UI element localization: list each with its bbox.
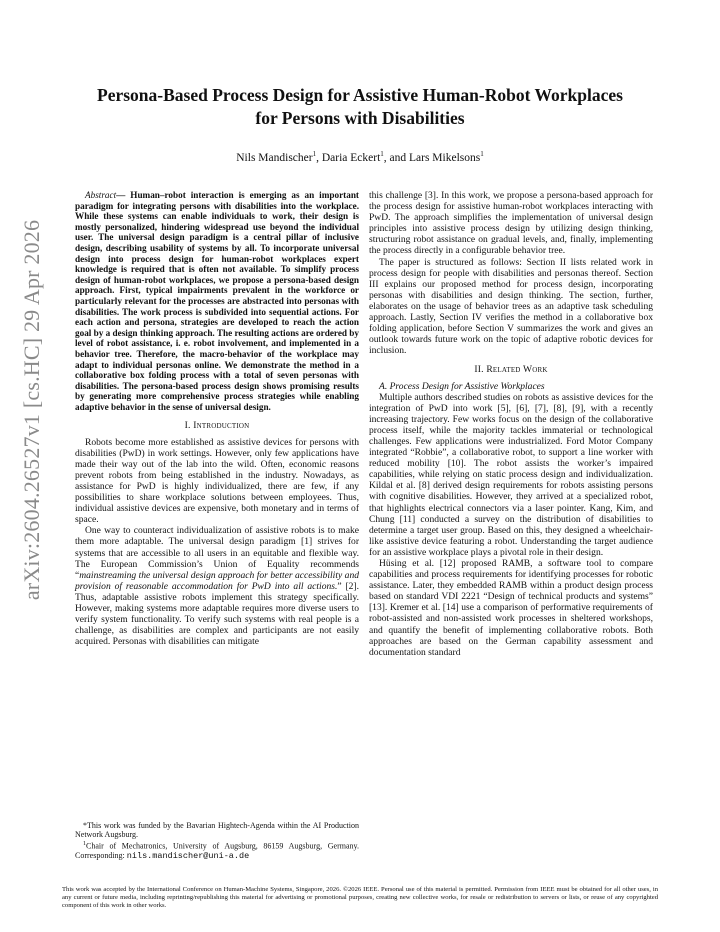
intro-paragraph-1: Robots become more established as assistive devices for persons with disabilities (PwD) in work settings. However, only few applications have made their way out of the lab into the wild. Often, economic reasons prevent robots from being established in the industry. Nowadays, as assistance for PwD is highly individualized, there are few, if any possibilities to share workplace solutions between employees. Thus, individual assistive devices are expensive, both monetary and in terms of space. xyxy=(75,436,359,526)
author-affiliation-mark: 1 xyxy=(312,150,317,158)
title-line-2: for Persons with Disabilities xyxy=(255,108,465,128)
footnote-funding: *This work was funded by the Bavarian Hightech-Agenda within the AI Production Network Augsburg. xyxy=(75,821,359,840)
abstract-text: — Human–robot interaction is emerging as an important paradigm for integrating persons with disabilities into the workplace. While these systems can enable individuals to work, their design is mostly personalized, hindering widespread use beyond the individual user. The universal design paradigm is a central pillar of inclusive design, describing usability of systems by all. To incorporate universal design into process design for human-robot workplaces expert knowledge is required that is often not available. To simplify process design of human-robot workplaces, we propose a persona-based design approach. First, typical impairments prevalent in the workforce or particularly relevant for the processes are abstracted into personas with disabilities. The work process is subdivided into sequential actions. For each action and persona, strategies are developed to reach the action goal by a design thinking approach. The resulting actions are ordered by level of robot assistance, i. e. robot involvement, and implemented in a behavior tree. Therefore, the macro-behavior of the workplace may adapt to individual personas online. We demonstrate the method in a collaborative box folding process with a total of seven personas with disabilities. The persona-based process design shows promising results by generating more comprehensive process strategies while enabling adaptive behavior in the sense of universal design. xyxy=(75,190,360,412)
author-affiliation-mark: 1 xyxy=(380,150,384,158)
author-name: Lars Mikelsons xyxy=(409,151,481,164)
section-heading-introduction: I. Introduction xyxy=(184,420,250,432)
intro-paragraph-2 xyxy=(75,525,359,647)
corresponding-email: nils.mandischer@uni-a.de xyxy=(126,850,250,861)
intro-paragraph-2-text: One way to counteract individualization of assistive robots is to make them more adaptable. The universal design paradigm [1] strives for systems that are accessible to all users in an equitable and flexible way. The European Commission’s Union of Equality recommends “ xyxy=(75,525,359,581)
intro-paragraph-4: The paper is structured as follows: Section II lists related work in process design for people with disabilities and personas thereof. Section III explains our proposed method for process design, incorporating personas with disabilities and design thinking. The section, further, elaborates on the usage of behavior trees as an adaptive task scheduling approach. Lastly, Section IV verifies the method in a collaborative box folding application, before Section V summarizes the work and gives an outlook towards future work on the topic of adaptive robotic devices for inclusion. xyxy=(369,256,653,357)
subsection-heading-process-design: A. Process Design for Assistive Workplaces xyxy=(379,380,545,392)
author-affiliation-mark: 1 xyxy=(480,150,484,158)
author-separator: , and xyxy=(383,151,409,164)
author-name: Nils Mandischer xyxy=(236,151,313,164)
right-column xyxy=(369,190,653,658)
left-column xyxy=(75,190,359,647)
title-line-1: Persona-Based Process Design for Assistive Human-Robot Workplaces xyxy=(97,85,623,105)
paper-title xyxy=(60,84,660,130)
author-separator: , xyxy=(316,151,322,164)
footnotes xyxy=(75,821,359,861)
intro-paragraph-3: this challenge [3]. In this work, we propose a persona-based approach for the process design for assistive human-robot workplaces interacting with PwD. The approach simplifies the implementation of universal design principles into assistive process design by utilizing design thinking, structuring robot assistance on gradual levels, and, finally, implementing the process directly in a configurable behavior tree. xyxy=(369,190,653,257)
abstract-label: Abstract xyxy=(85,190,117,200)
author-name: Daria Eckert xyxy=(321,151,381,164)
related-work-paragraph-2: Hüsing et al. [12] proposed RAMB, a software tool to compare capabilities and process requirements for identifying processes for robotic assistance. Later, they embedded RAMB within a product design process based on standard VDI 2221 “Design of technical products and systems” [13]. Kremer et al. [14] use a comparison of performative requirements of robot-assisted and non-assisted work processes in sheltered workshops, and quantify the benefit of implementing collaborative robots. Both approaches are based on the German capability assessment and documentation standard xyxy=(369,558,653,658)
arxiv-sidebar xyxy=(4,150,60,670)
eu-quote: mainstreaming the universal design approach for better accessibility and provision of reasonable accommodation for PwD into all actions. xyxy=(75,569,359,592)
footnote-affiliation xyxy=(75,840,359,861)
footnote-mark: 1 xyxy=(83,840,86,847)
arxiv-identifier: arXiv:2604.26527v1 [cs.HC] 29 Apr 2026 xyxy=(19,219,44,601)
copyright-notice: This work was accepted by the International Conference on Human-Machine Systems, Singapore, 2026. ©2026 IEEE. Personal use of this material is permitted. Permission from IEEE must be obtained for all other uses, in any current or future media, including reprinting/republishing this material for advertising or promotional purposes, creating new collective works, for resale or redistribution to servers or lists, or reuse of any copyrighted component of this work in other works. xyxy=(62,886,658,909)
author-list xyxy=(60,150,660,164)
section-heading-related-work: II. Related Work xyxy=(474,364,548,376)
affiliation-text: Chair of Mechatronics, University of Augsburg, 86159 Augsburg, Germany. Corresponding: xyxy=(75,841,359,860)
abstract xyxy=(75,190,359,412)
intro-paragraph-2-text-cont: ” [2]. Thus, adaptable assistive robots implement this strategy specifically. However, making systems more adaptable requires more diverse users to verify system functionality. To verify such systems with real people is a challenge, as disabilities are complex and participants are not easily acquired. Personas with disabilities can mitigate xyxy=(75,580,359,648)
related-work-paragraph-1: Multiple authors described studies on robots as assistive devices for the integration of PwD into work [5], [6], [7], [8], [9], with a recently increasing trajectory. Few works focus on the design of the collaborative process itself, while the majority tackles immaterial or technological challenges. Few applications were industrialized. Ford Motor Company integrated “Robbie”, a collaborative robot, to support a line worker with reduced mobility [10]. The robot assists the worker’s impaired capabilities, while relying on static process design and individualization. Kildal et al. [8] derived design requirements for robots assisting persons with cognitive disabilities. However, they arrived at a specialized robot, that highlights electrical connectors via a laser pointer. Kang, Kim, and Chung [11] conducted a survey on the distribution of disabilities to determine a target user group. Based on this, they designed a wheelchair-like assistive device featuring a robot. Understanding the target audience for an assistive workplace plays a pivotal role in their design. xyxy=(369,391,653,558)
